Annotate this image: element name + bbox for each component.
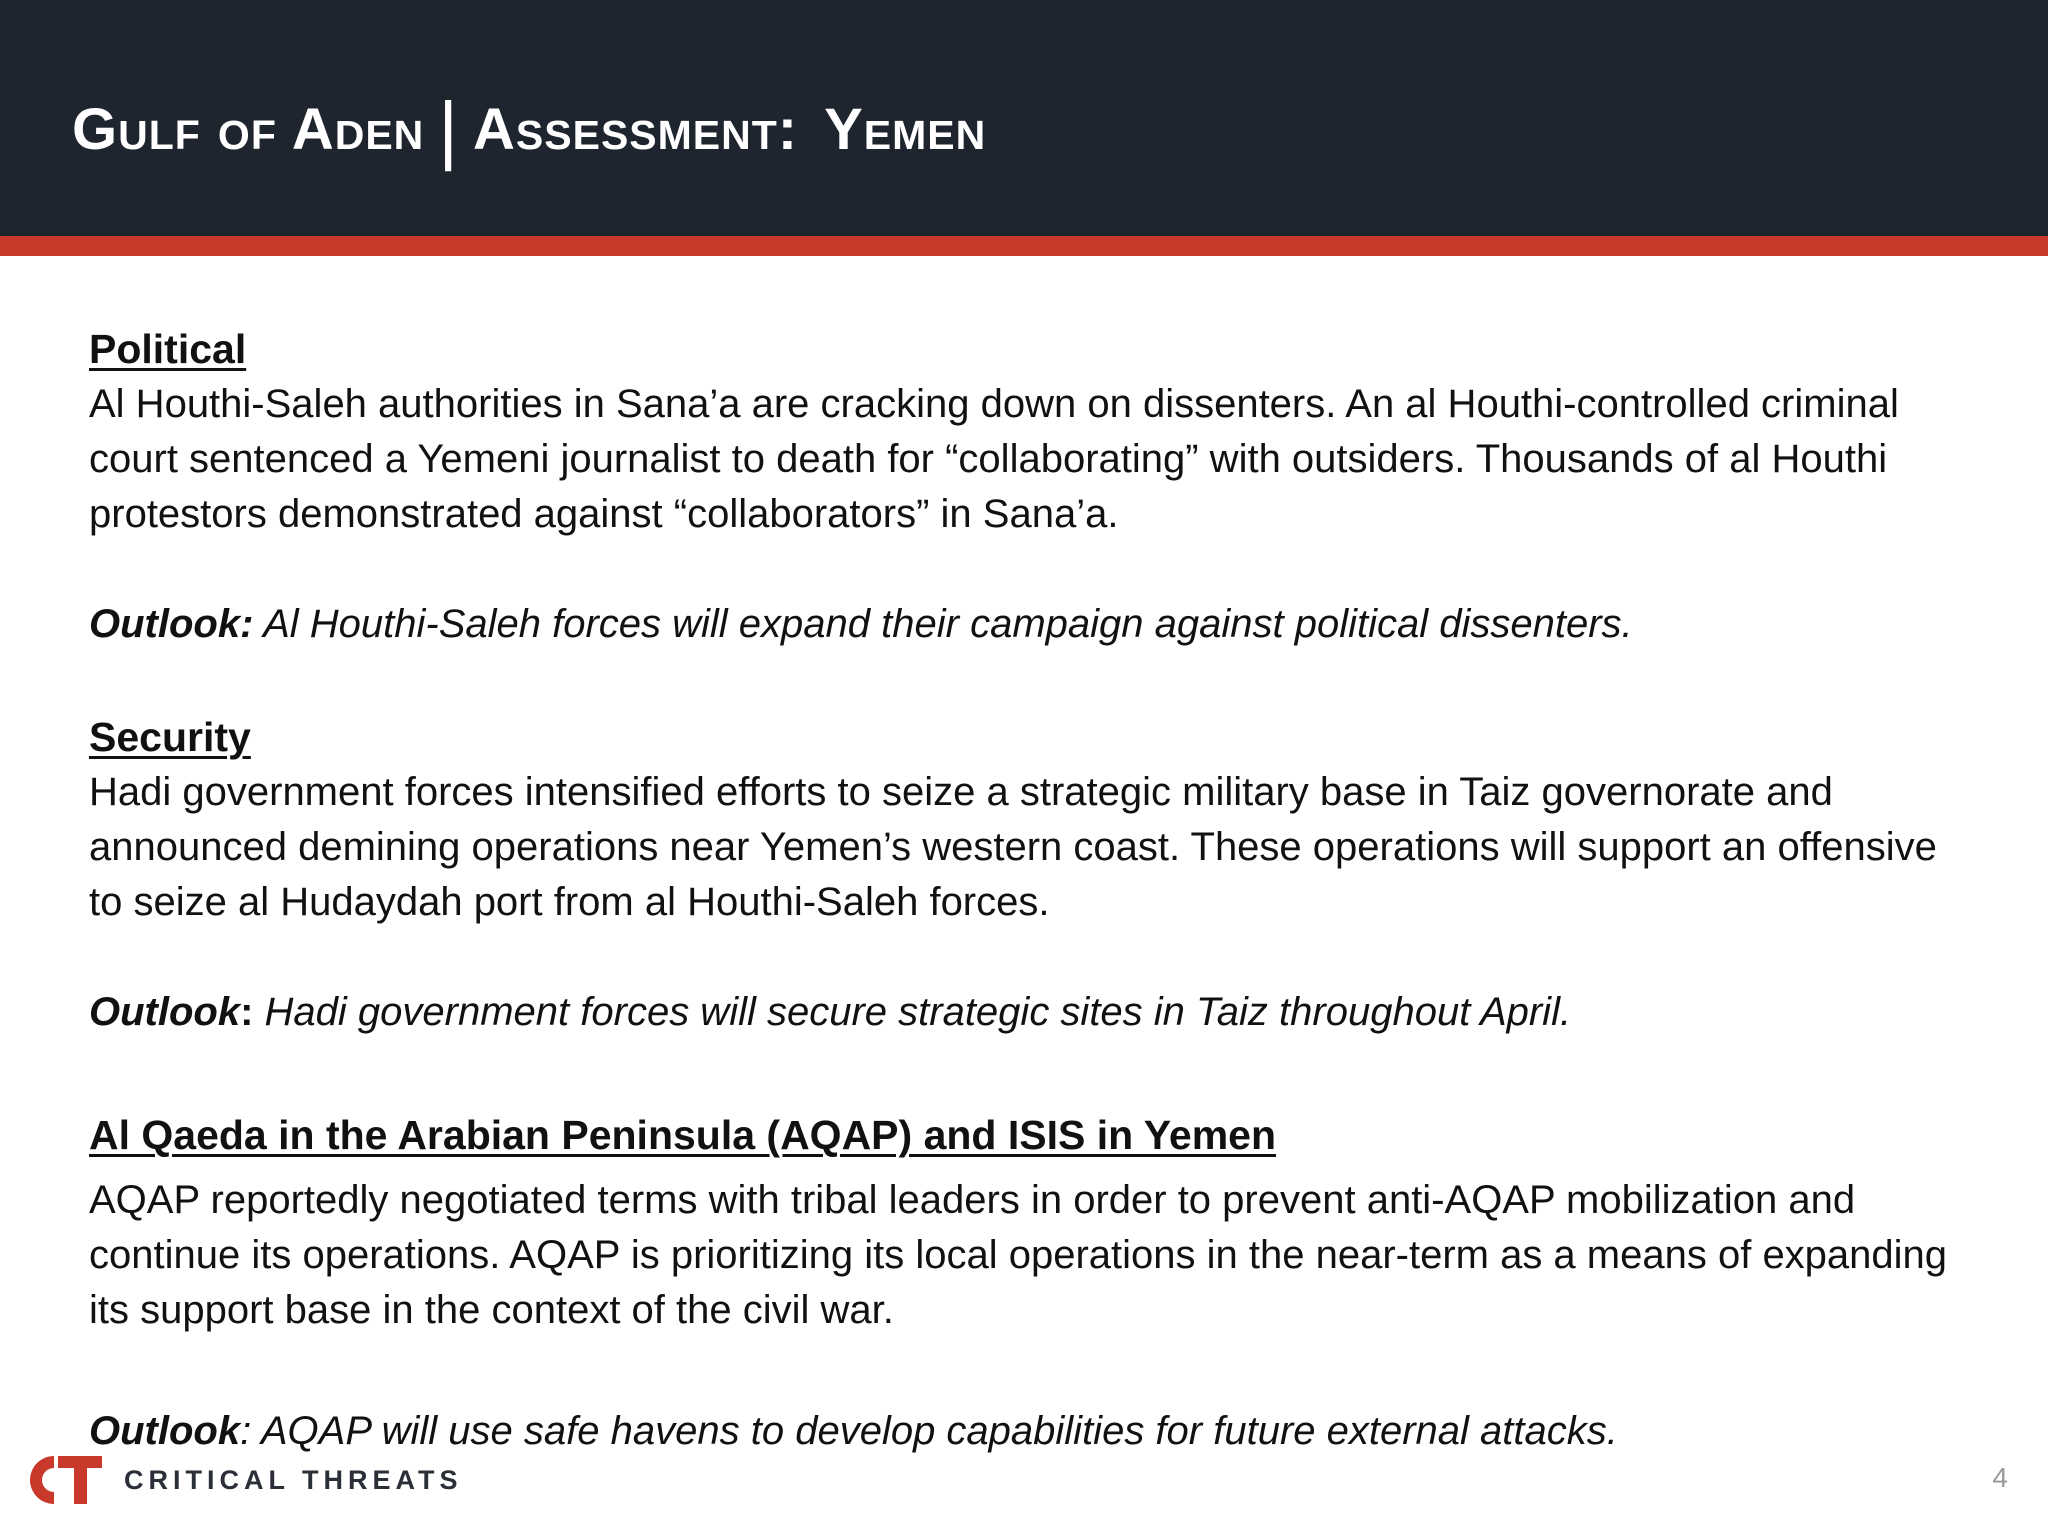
title-separator: | [438, 87, 460, 172]
outlook-colon: : [240, 990, 254, 1034]
header-bar [0, 0, 2048, 236]
page-title [72, 82, 987, 172]
outlook-label: Outlook: [89, 602, 254, 646]
section-aqap-isis [89, 1108, 2009, 1459]
section-heading: Security [89, 714, 251, 760]
outlook-colon: : [240, 1409, 252, 1453]
critical-threats-logo [24, 1450, 463, 1510]
outlook-label: Outlook [89, 1409, 241, 1453]
outlook-label: Outlook [89, 990, 241, 1034]
page-number: 4 [1992, 1462, 2008, 1493]
outlook-text: Hadi government forces will secure strategic sites in Taiz throughout April. [264, 990, 1572, 1034]
section-outlook [89, 597, 2009, 652]
section-body: Al Houthi-Saleh authorities in Sana’a are cracking down on dissenters. An al Houthi-controlled criminal court sentenced a Yemeni journalist to death for “collaborating” with outsiders. Thousands of al Houthi protestors demonstrated against “collaborators” in Sana’a. [89, 382, 1899, 536]
title-country: Yemen [824, 97, 987, 162]
section-heading: Al Qaeda in the Arabian Peninsula (AQAP) and ISIS in Yemen [89, 1112, 1276, 1158]
section-heading: Political [89, 326, 247, 372]
section-outlook [89, 985, 2009, 1040]
ct-logo-icon [24, 1452, 104, 1508]
outlook-text: Al Houthi-Saleh forces will expand their campaign against political dissenters. [263, 602, 1633, 646]
title-region: Gulf of Aden [72, 97, 425, 162]
assessment-content [89, 322, 2009, 1459]
outlook-text: AQAP will use safe havens to develop capabilities for future external attacks. [260, 1409, 1618, 1453]
section-security [89, 710, 2009, 1040]
section-body: Hadi government forces intensified efforts to seize a strategic military base in Taiz governorate and announced demining operations near Yemen’s western coast. These operations will support an offensive to seize al Hudaydah port from al Houthi-Saleh forces. [89, 770, 1937, 924]
logo-text: CRITICAL THREATS [124, 1464, 463, 1495]
section-political [89, 322, 2009, 652]
title-assessment: Assessment: [473, 97, 799, 162]
accent-divider [0, 236, 2048, 256]
section-body: AQAP reportedly negotiated terms with tribal leaders in order to prevent anti-AQAP mobilization and continue its operations. AQAP is prioritizing its local operations in the near-term as a means of expanding its support base in the context of the civil war. [89, 1178, 1948, 1332]
